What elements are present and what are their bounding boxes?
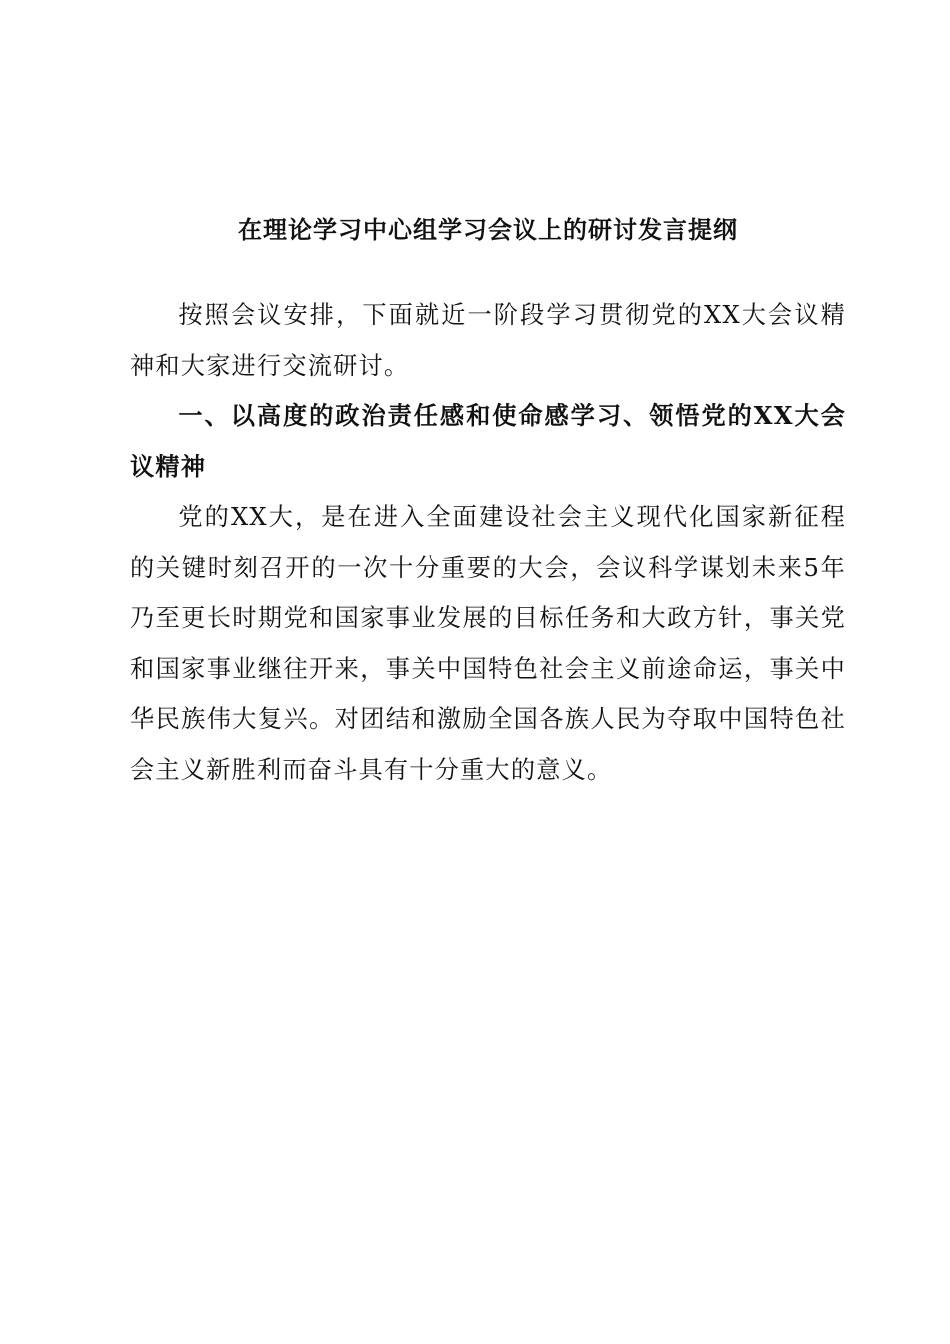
intro-paragraph: 按照会议安排，下面就近一阶段学习贯彻党的XX大会议精神和大家进行交流研讨。 [130,301,846,380]
document-body [130,212,846,795]
section-heading: 一、以高度的政治责任感和使命感学习、领悟党的XX大会议精神 [130,401,846,481]
section-body-paragraph: 党的XX大，是在进入全面建设社会主义现代化国家新征程的关键时刻召开的一次十分重要的大会，会议科学谋划未来5年乃至更长时期党和国家事业发展的目标任务和大政方针，事关党和国家事业继往开来，事关中国特色社会主义前途命运，事关中华民族伟大复兴。对团结和激励全国各族人民为夺取中国特色社会主义新胜利而奋斗具有十分重大的意义。 [130,503,846,784]
document-title: 在理论学习中心组学习会议上的研讨发言提纲 [238,215,738,244]
